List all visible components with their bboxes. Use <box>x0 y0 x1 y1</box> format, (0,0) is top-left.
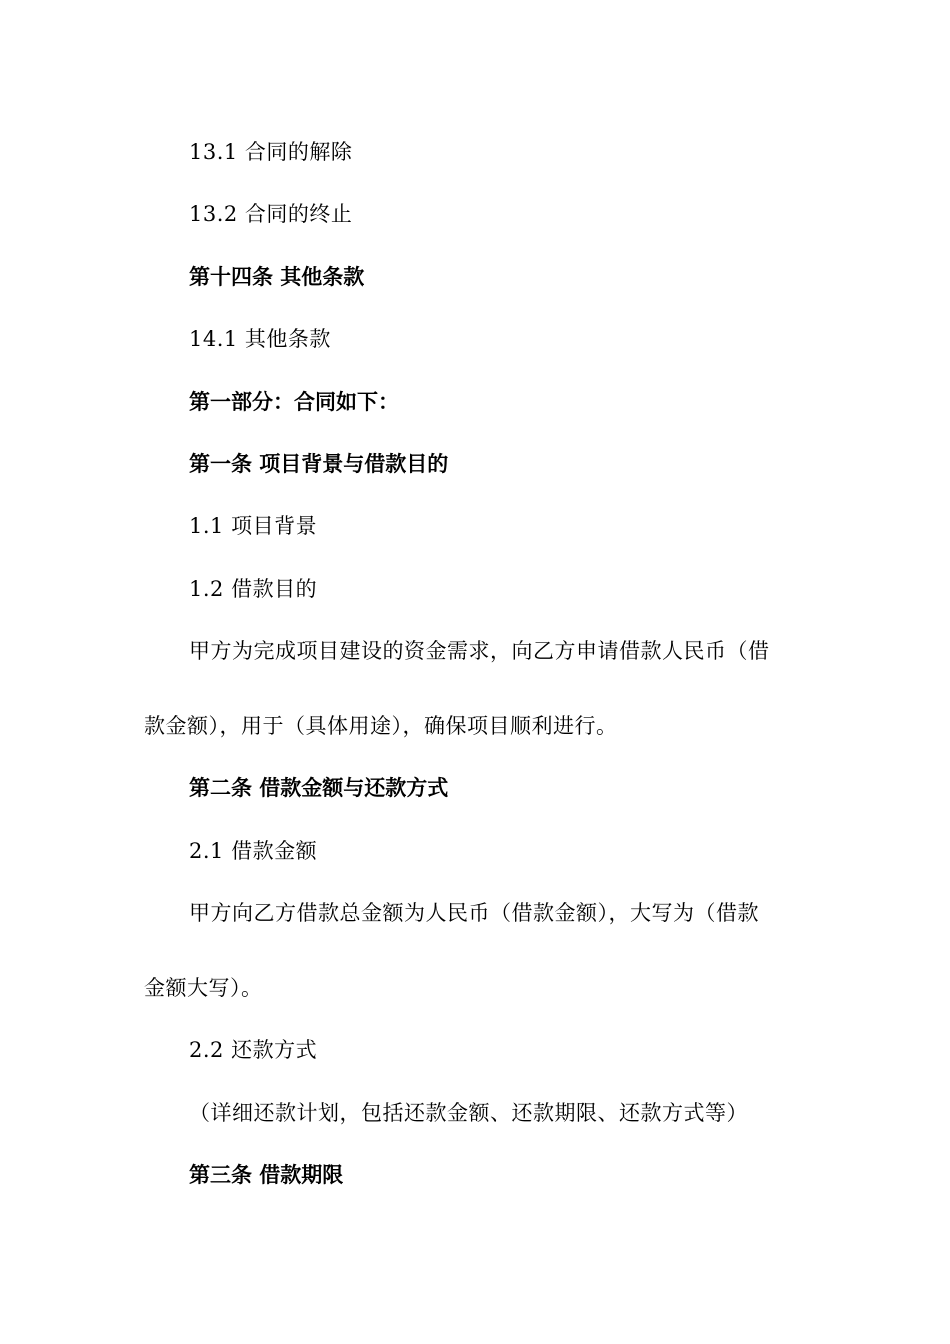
article-3-heading: 第三条 借款期限 <box>189 1163 344 1187</box>
paragraph-2-1-line-1: 甲方向乙方借款总金额为人民币（借款金额），大写为（借款 <box>189 901 759 925</box>
paragraph-2-1-line-2: 金额大写）。 <box>144 976 263 1000</box>
clause-14-1: 14.1 其他条款 <box>189 327 331 351</box>
clause-2-2: 2.2 还款方式 <box>189 1038 318 1062</box>
article-1-heading: 第一条 项目背景与借款目的 <box>189 452 449 476</box>
clause-1-1: 1.1 项目背景 <box>189 514 318 538</box>
clause-2-1: 2.1 借款金额 <box>189 839 318 863</box>
clause-1-2: 1.2 借款目的 <box>189 577 318 601</box>
paragraph-1-2-line-2: 款金额），用于（具体用途），确保项目顺利进行。 <box>144 714 618 738</box>
article-2-heading: 第二条 借款金额与还款方式 <box>189 776 449 800</box>
paragraph-1-2-line-1: 甲方为完成项目建设的资金需求，向乙方申请借款人民币（借 <box>189 639 770 663</box>
clause-13-1: 13.1 合同的解除 <box>189 140 353 164</box>
part-one-heading: 第一部分：合同如下： <box>189 390 399 414</box>
paragraph-2-2: （详细还款计划，包括还款金额、还款期限、还款方式等） <box>189 1101 748 1125</box>
clause-13-2: 13.2 合同的终止 <box>189 202 353 226</box>
article-14-heading: 第十四条 其他条款 <box>189 265 365 289</box>
